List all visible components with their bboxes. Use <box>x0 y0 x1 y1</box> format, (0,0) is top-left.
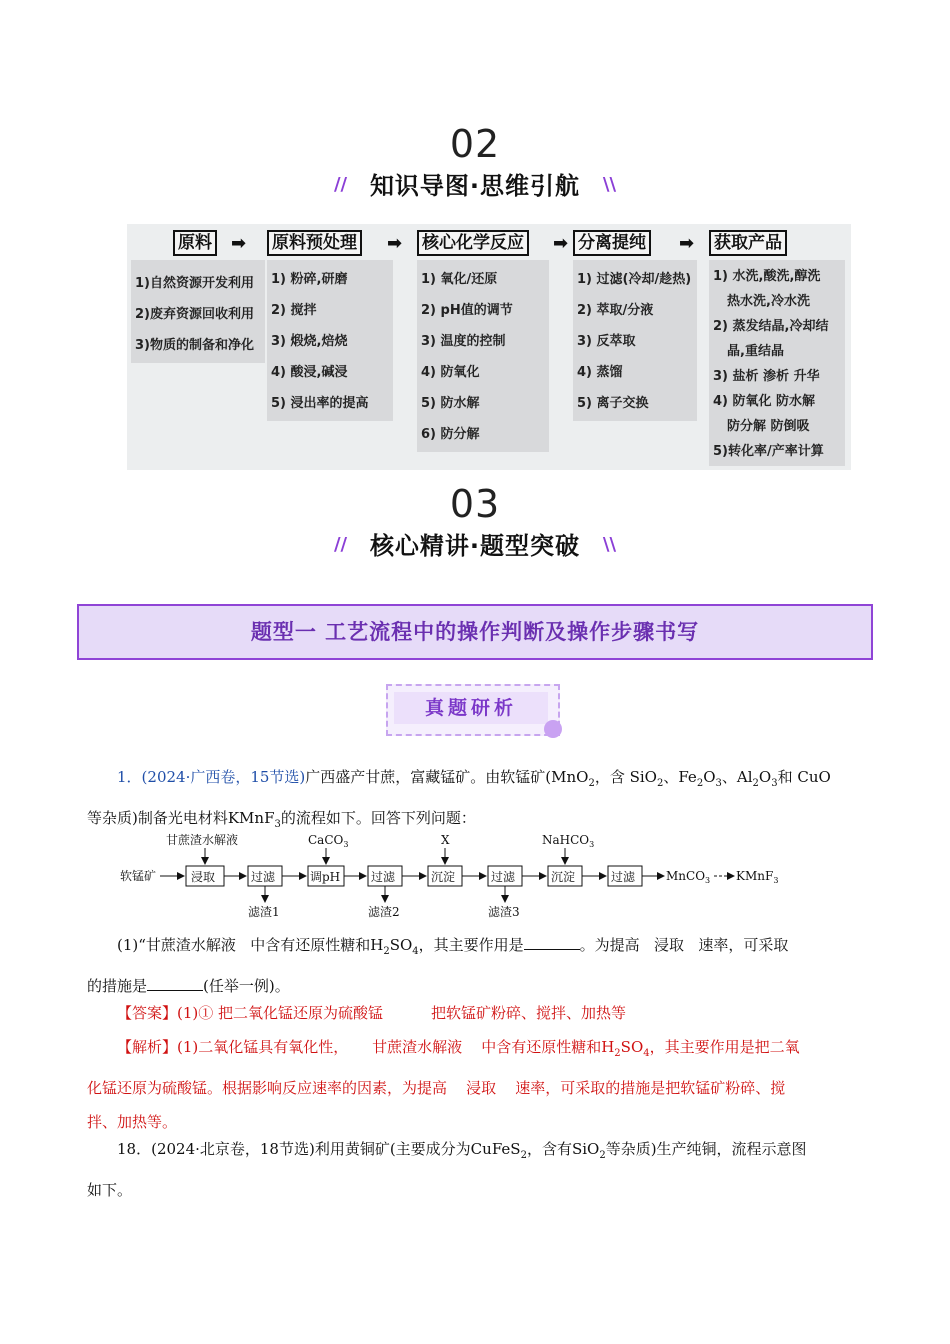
flow-step <box>248 866 282 886</box>
arrow-right-icon: ➡ <box>231 233 247 254</box>
study-tag-label: 真题研析 <box>394 692 548 724</box>
map-item: 4) 蒸馏 <box>577 365 623 380</box>
map-item: 3) 煅烧,焙烧 <box>271 334 348 349</box>
svg-text:沉淀: 沉淀 <box>551 870 576 884</box>
svg-text:过滤: 过滤 <box>611 870 636 884</box>
analysis-block: 【解析】(1)二氧化锰具有氧化性， 甘蔗渣水解液 中含有还原性糖和$H_2SO_4$，其主要作用是把二氧 化锰还原为硫酸锰。根据影响反应速率的因素，为提高 浸取 速率，可采取的措施是把软锰矿粉碎、搅 拌、加热等。 <box>87 1038 800 1131</box>
arrow-right-icon: ➡ <box>679 233 695 254</box>
decor-slash-icon: \\ <box>602 534 617 555</box>
map-item: 4) 防氧化 <box>421 365 480 380</box>
map-column-head: 原料 <box>173 230 217 256</box>
map-item: 5) 离子交换 <box>577 396 649 411</box>
flow-step <box>548 866 582 886</box>
map-item: 2) 搅拌 <box>271 303 317 318</box>
map-item: 3) 温度的控制 <box>421 334 506 349</box>
map-item: 2) 蒸发结晶,冷却结 <box>713 319 829 334</box>
flow-step <box>308 866 344 886</box>
map-item: 1) 过滤(冷却/趁热) <box>577 272 692 287</box>
map-item: 1) 氧化/还原 <box>421 272 498 287</box>
decor-slash-icon: // <box>333 534 348 555</box>
map-item: 4) 酸浸,碱浸 <box>271 365 348 380</box>
map-item: 热水洗,冷水洗 <box>727 294 810 309</box>
answer-blank[interactable] <box>524 935 580 950</box>
flow-residue: 滤渣3 <box>488 905 520 919</box>
arrow-right-icon: ➡ <box>387 233 403 254</box>
svg-text:沉淀: 沉淀 <box>431 870 456 884</box>
decor-slash-icon: \\ <box>602 174 617 195</box>
svg-text:过滤: 过滤 <box>491 870 516 884</box>
svg-text:过滤: 过滤 <box>371 870 396 884</box>
flow-reagent: X <box>441 833 450 847</box>
decor-slash-icon: // <box>333 174 348 195</box>
question-18: 18．(2024·北京卷，18节选)利用黄铜矿(主要成分为CuFeS$_2$，含有SiO$_2$等杂质)生产纯铜，流程示意图 如下。 <box>87 1140 807 1199</box>
knowledge-map <box>127 224 851 470</box>
section-title: 核心精讲·题型突破 <box>366 532 584 560</box>
map-item: 防分解 防倒吸 <box>727 419 810 434</box>
map-item: 2) pH值的调节 <box>421 303 513 318</box>
arrow-right-icon: ➡ <box>553 233 569 254</box>
flow-step <box>608 866 642 886</box>
map-item: 5)转化率/产率计算 <box>713 444 824 459</box>
map-item: 1) 粉碎,研磨 <box>271 272 348 287</box>
flow-reagent: 甘蔗渣水解液 <box>166 833 239 847</box>
section-02-header <box>0 124 950 201</box>
section-number: 03 <box>449 482 501 526</box>
section-03-header <box>0 484 950 561</box>
map-item: 6) 防分解 <box>421 427 480 442</box>
map-column-pretreatment <box>267 230 393 421</box>
flow-step <box>368 866 402 886</box>
map-column-separation <box>573 230 697 421</box>
flow-step <box>186 866 224 886</box>
map-item: 1) 水洗,酸洗,醇洗 <box>713 269 821 284</box>
map-column-head: 核心化学反应 <box>417 230 529 256</box>
svg-text:浸取: 浸取 <box>191 870 216 884</box>
flow-product: KMnF$_3$ <box>736 869 779 885</box>
map-item: 2) 萃取/分液 <box>577 303 654 318</box>
topic-banner: 题型一 工艺流程中的操作判断及操作步骤书写 <box>77 604 873 660</box>
map-column-product <box>709 230 845 466</box>
map-item: 2)废弃资源回收利用 <box>135 307 254 322</box>
flow-residue: 滤渣1 <box>248 905 280 919</box>
flow-step <box>428 866 462 886</box>
map-item: 1)自然资源开发利用 <box>135 276 254 291</box>
flow-product: MnCO$_3$ <box>666 869 711 885</box>
map-item: 5) 防水解 <box>421 396 480 411</box>
flow-start-label: 软锰矿 <box>120 869 157 883</box>
process-flow-chart <box>120 826 820 922</box>
map-column-head: 分离提纯 <box>573 230 651 256</box>
svg-text:过滤: 过滤 <box>251 870 276 884</box>
decor-dot-icon <box>544 720 562 738</box>
map-column-core-reaction <box>417 230 549 452</box>
section-title: 知识导图·思维引航 <box>366 172 584 200</box>
svg-text:调pH: 调pH <box>310 870 341 884</box>
answer-block: 【答案】(1)① 把二氧化锰还原为硫酸锰 把软锰矿粉碎、搅拌、加热等 <box>117 1004 627 1022</box>
study-tag <box>386 684 562 738</box>
map-item: 3) 反萃取 <box>577 334 636 349</box>
answer-blank[interactable] <box>147 976 203 991</box>
map-column-head: 原料预处理 <box>267 230 362 256</box>
map-item: 晶,重结晶 <box>727 344 784 359</box>
map-item: 4) 防氧化 防水解 <box>713 394 816 409</box>
section-number: 02 <box>449 122 501 166</box>
map-item: 3)物质的制备和净化 <box>135 338 254 353</box>
map-column-head: 获取产品 <box>709 230 787 256</box>
flow-residue: 滤渣2 <box>368 905 400 919</box>
flow-reagent: CaCO$_3$ <box>308 833 349 849</box>
map-item: 5) 浸出率的提高 <box>271 396 369 411</box>
flow-step <box>488 866 522 886</box>
question-1-part-1: (1)“甘蔗渣水解液 中含有还原性糖和$H_2SO_4$，其主要作用是 。为提高 浸取 速率，可采取 的措施是 (任举一例)。 <box>87 936 789 995</box>
map-item: 3) 盐析 渗析 升华 <box>713 369 820 384</box>
question-1: 1．(2024·广西卷，15节选)广西盛产甘蔗，富藏锰矿。由软锰矿(MnO$_2$，含 SiO$_2$、$Fe_2O_3$、$Al_2O_3$和 CuO 等杂质)制备光电材料KMnF$_3$的流程如下。回答下列问题： <box>87 768 831 830</box>
flow-reagent: NaHCO$_3$ <box>542 833 595 849</box>
